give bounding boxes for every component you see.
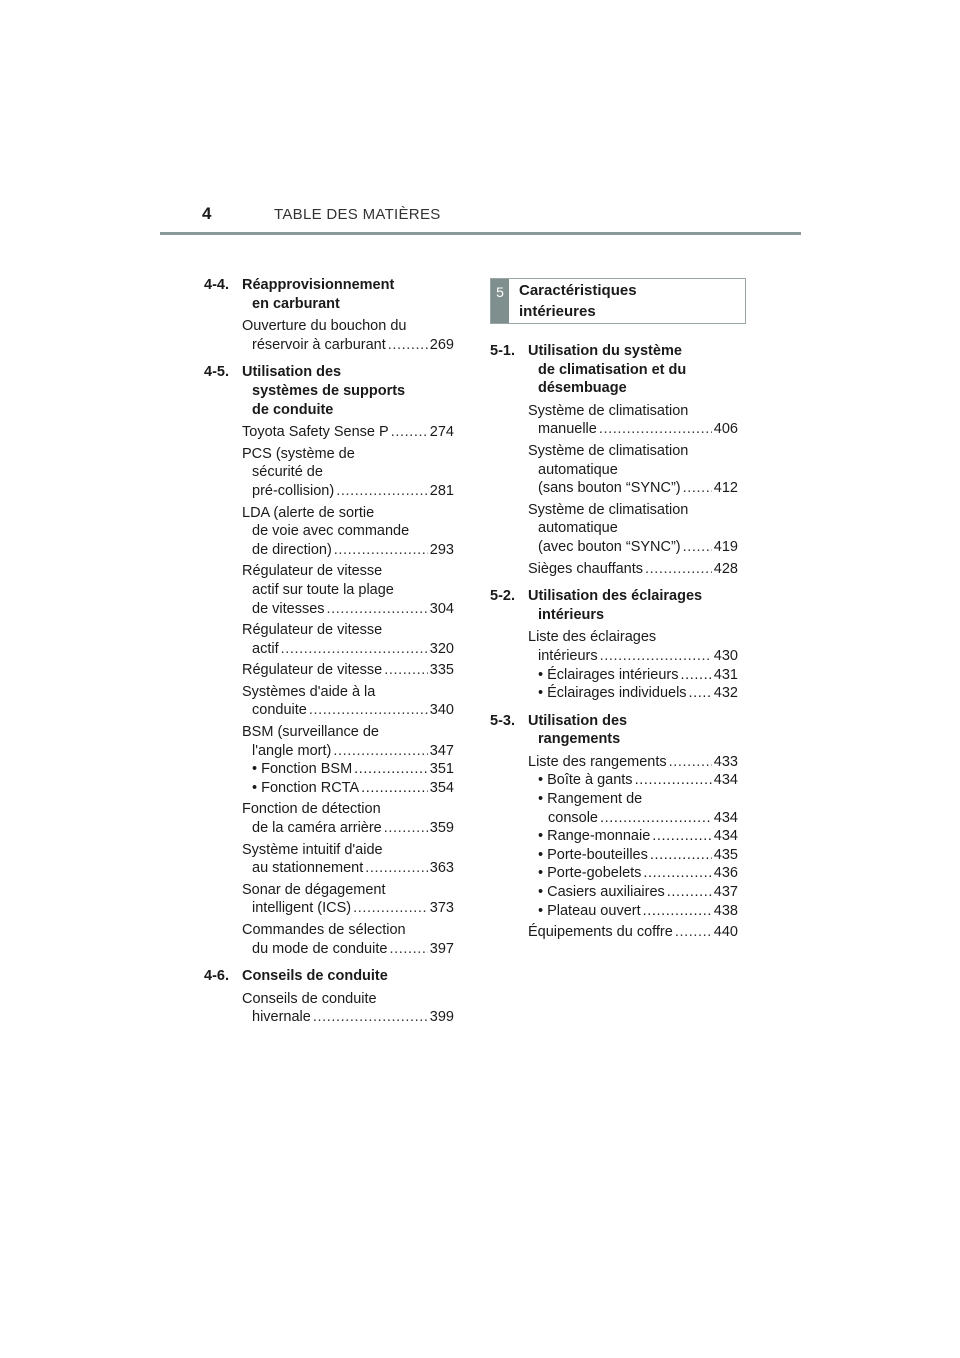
page-ref: 320 bbox=[429, 640, 454, 657]
section-title-line: en carburant bbox=[252, 295, 340, 312]
entry-line: conduite bbox=[252, 702, 307, 719]
entry-last-line bbox=[528, 560, 738, 579]
toc-entry[interactable] bbox=[242, 661, 454, 680]
entry-last-line bbox=[242, 819, 454, 838]
dot-leader bbox=[650, 846, 712, 865]
subentry-text: • Porte-gobelets bbox=[538, 865, 642, 882]
entry-line: LDA (alerte de sortie bbox=[242, 504, 375, 521]
entry-line: réservoir à carburant bbox=[252, 336, 386, 353]
section-title-line: Utilisation des éclairages bbox=[528, 588, 703, 605]
toc-entry[interactable] bbox=[242, 800, 454, 837]
page-ref: 436 bbox=[713, 865, 738, 882]
subentry-text: console bbox=[548, 809, 598, 826]
entry-line: de vitesses bbox=[252, 600, 325, 617]
toc-subentry[interactable] bbox=[528, 883, 738, 902]
dot-leader bbox=[667, 883, 712, 902]
section-title-line: Utilisation des bbox=[528, 712, 628, 729]
toc-subentry[interactable] bbox=[242, 760, 454, 779]
dot-leader bbox=[675, 923, 712, 942]
entry-line: Fonction de détection bbox=[242, 801, 381, 818]
entry-last-line bbox=[528, 647, 738, 666]
entry-last-line bbox=[242, 940, 454, 959]
toc-entry[interactable] bbox=[242, 990, 454, 1027]
page-ref: 340 bbox=[429, 702, 454, 719]
section-title-line: systèmes de supports bbox=[252, 382, 406, 399]
page-ref: 435 bbox=[713, 846, 738, 863]
subentry-text: • Casiers auxiliaires bbox=[538, 884, 665, 901]
toc-entry[interactable] bbox=[528, 402, 738, 439]
dot-leader bbox=[354, 760, 428, 779]
toc-section bbox=[490, 712, 738, 749]
page-ref: 430 bbox=[713, 647, 738, 664]
entry-line: Liste des rangements bbox=[528, 753, 667, 770]
entry-line: actif sur toute la plage bbox=[252, 581, 394, 598]
entry-line: pré-collision) bbox=[252, 482, 335, 499]
dot-leader bbox=[599, 420, 712, 439]
dot-leader bbox=[643, 902, 712, 921]
dot-leader bbox=[389, 940, 427, 959]
toc-subentry[interactable] bbox=[528, 902, 738, 921]
entry-line: manuelle bbox=[538, 421, 597, 438]
page-ref: 438 bbox=[713, 902, 738, 919]
toc-entry[interactable] bbox=[242, 881, 454, 918]
dot-leader bbox=[384, 661, 428, 680]
entry-last-line bbox=[528, 479, 738, 498]
entry-line: Liste des éclairages bbox=[528, 629, 657, 646]
section-title-line: rangements bbox=[538, 731, 621, 748]
page-ref: 335 bbox=[429, 662, 454, 679]
dot-leader bbox=[313, 1008, 428, 1027]
entry-line: hivernale bbox=[252, 1009, 311, 1026]
entry-last-line bbox=[242, 661, 454, 680]
toc-entry[interactable] bbox=[242, 562, 454, 618]
entry-line: actif bbox=[252, 640, 279, 657]
page-title: TABLE DES MATIÈRES bbox=[274, 206, 441, 223]
section-title bbox=[242, 363, 454, 419]
entry-line: Ouverture du bouchon du bbox=[242, 318, 407, 335]
toc-subentry[interactable] bbox=[528, 684, 738, 703]
dot-leader bbox=[353, 899, 428, 918]
entry-last-line bbox=[242, 1008, 454, 1027]
entry-line: (avec bouton “SYNC”) bbox=[538, 538, 681, 555]
page-ref: 406 bbox=[713, 421, 738, 438]
section-gap bbox=[204, 1030, 454, 1036]
section-gap bbox=[490, 945, 738, 951]
entry-line: Système de climatisation bbox=[528, 501, 689, 518]
section-title-line: Utilisation des bbox=[242, 364, 342, 381]
section-number: 5-1. bbox=[490, 343, 515, 359]
dot-leader bbox=[365, 859, 428, 878]
toc-entry[interactable] bbox=[242, 683, 454, 720]
entry-last-line bbox=[242, 859, 454, 878]
subentry-text: • Rangement de bbox=[538, 791, 643, 808]
entry-last-line bbox=[242, 600, 454, 619]
page-ref: 399 bbox=[429, 1009, 454, 1026]
section-title bbox=[242, 276, 454, 313]
toc-entry[interactable] bbox=[528, 923, 738, 942]
toc-subentry[interactable] bbox=[528, 864, 738, 883]
entry-line: Régulateur de vitesse bbox=[242, 662, 383, 679]
entry-line: Systèmes d'aide à la bbox=[242, 683, 376, 700]
subentry-text: • Plateau ouvert bbox=[538, 902, 641, 919]
page-ref: 433 bbox=[713, 753, 738, 770]
entry-line: Système de climatisation bbox=[528, 402, 689, 419]
page-ref: 434 bbox=[713, 809, 738, 826]
toc-entry[interactable] bbox=[242, 423, 454, 442]
subentry-text: • Boîte à gants bbox=[538, 772, 633, 789]
dot-leader bbox=[281, 640, 428, 659]
chapter-title bbox=[519, 280, 637, 322]
page-ref: 304 bbox=[429, 600, 454, 617]
toc-entry[interactable] bbox=[528, 442, 738, 498]
toc-entry[interactable] bbox=[528, 753, 738, 920]
dot-leader bbox=[327, 600, 428, 619]
toc-entry[interactable] bbox=[242, 317, 454, 354]
page-ref: 373 bbox=[429, 900, 454, 917]
dot-leader bbox=[334, 541, 428, 560]
entry-last-line bbox=[528, 420, 738, 439]
toc-entry[interactable] bbox=[242, 723, 454, 797]
page-ref: 354 bbox=[429, 779, 454, 796]
section-title-line: de climatisation et du bbox=[538, 361, 687, 378]
entry-last-line bbox=[528, 538, 738, 557]
toc-entry[interactable] bbox=[528, 628, 738, 702]
section-title-line: Utilisation du système bbox=[528, 343, 682, 359]
dot-leader bbox=[336, 482, 428, 501]
section-title-line: de conduite bbox=[252, 401, 334, 418]
toc-section bbox=[490, 587, 738, 624]
chapter-box bbox=[490, 278, 746, 324]
page-ref: 431 bbox=[713, 666, 738, 683]
header-rule bbox=[160, 232, 801, 235]
toc-subentry[interactable] bbox=[528, 846, 738, 865]
section-title bbox=[528, 712, 738, 749]
page-number: 4 bbox=[202, 204, 212, 223]
dot-leader bbox=[600, 809, 712, 828]
subentry-text: • Range-monnaie bbox=[538, 828, 651, 845]
section-number: 4-4. bbox=[204, 277, 229, 293]
toc-section bbox=[204, 967, 454, 986]
entry-line: au stationnement bbox=[252, 860, 364, 877]
entry-line: Régulateur de vitesse bbox=[242, 563, 383, 580]
page-ref: 434 bbox=[713, 772, 738, 789]
toc-subentry[interactable] bbox=[528, 666, 738, 685]
toc-entry[interactable] bbox=[528, 560, 738, 579]
section-title bbox=[242, 967, 454, 986]
dot-leader bbox=[643, 864, 711, 883]
subentry-text: • Fonction RCTA bbox=[252, 779, 360, 796]
page-ref: 281 bbox=[429, 482, 454, 499]
entry-last-line bbox=[242, 336, 454, 355]
section-number: 5-3. bbox=[490, 712, 515, 729]
entry-line: Système intuitif d'aide bbox=[242, 841, 383, 858]
toc-section bbox=[490, 342, 738, 398]
dot-leader bbox=[680, 666, 711, 685]
toc-entry[interactable] bbox=[528, 501, 738, 557]
section-number: 4-6. bbox=[204, 968, 229, 985]
toc-subentry[interactable] bbox=[242, 779, 454, 798]
page-ref: 437 bbox=[713, 884, 738, 901]
toc-subentry[interactable] bbox=[528, 790, 738, 809]
entry-line: intelligent (ICS) bbox=[252, 900, 352, 917]
page-ref: 274 bbox=[429, 424, 454, 441]
page-ref: 434 bbox=[713, 828, 738, 845]
entry-last-line bbox=[242, 742, 454, 761]
toc-column-right bbox=[490, 342, 738, 951]
subentry-text: • Porte-bouteilles bbox=[538, 846, 648, 863]
chapter-number: 5 bbox=[496, 284, 504, 300]
toc-subentry[interactable] bbox=[528, 771, 738, 790]
page-ref: 432 bbox=[713, 685, 738, 702]
subentry-text: • Éclairages intérieurs bbox=[538, 666, 679, 683]
subentry-text: • Fonction BSM bbox=[252, 761, 353, 778]
page-header bbox=[160, 204, 800, 234]
entry-line: Commandes de sélection bbox=[242, 922, 406, 938]
dot-leader bbox=[309, 701, 428, 720]
toc-column-left bbox=[204, 276, 454, 1036]
chapter-title-line: intérieures bbox=[519, 303, 596, 320]
chapter-tab bbox=[491, 279, 509, 323]
page-ref: 351 bbox=[429, 761, 454, 778]
entry-line: Régulateur de vitesse bbox=[242, 622, 383, 639]
entry-line: Sièges chauffants bbox=[528, 560, 644, 577]
section-title bbox=[528, 587, 738, 624]
entry-line: de direction) bbox=[252, 541, 332, 558]
section-number: 5-2. bbox=[490, 588, 515, 605]
section-title-line: Conseils de conduite bbox=[242, 968, 388, 985]
toc-subentry[interactable] bbox=[528, 827, 738, 846]
dot-leader bbox=[683, 538, 712, 557]
page-ref: 397 bbox=[429, 940, 454, 957]
toc-section bbox=[204, 276, 454, 313]
toc-entry[interactable] bbox=[242, 921, 454, 958]
entry-line: Sonar de dégagement bbox=[242, 881, 386, 898]
entry-line: l'angle mort) bbox=[252, 742, 332, 759]
toc-entry[interactable] bbox=[242, 841, 454, 878]
entry-line: automatique bbox=[538, 461, 618, 478]
toc-subentry[interactable] bbox=[528, 809, 738, 828]
section-title-line: Réapprovisionnement bbox=[242, 277, 395, 293]
dot-leader bbox=[333, 742, 427, 761]
toc-entry[interactable] bbox=[242, 445, 454, 501]
dot-leader bbox=[652, 827, 712, 846]
page-ref: 359 bbox=[429, 820, 454, 837]
entry-line: Conseils de conduite bbox=[242, 990, 377, 1007]
section-title-line: désembuage bbox=[538, 380, 627, 397]
entry-last-line bbox=[242, 899, 454, 918]
entry-line: Toyota Safety Sense P bbox=[242, 424, 389, 441]
entry-line: intérieurs bbox=[538, 647, 598, 664]
entry-line: sécurité de bbox=[252, 464, 323, 481]
dot-leader bbox=[669, 753, 712, 772]
dot-leader bbox=[645, 560, 712, 579]
page-ref: 440 bbox=[713, 924, 738, 941]
dot-leader bbox=[683, 479, 712, 498]
entry-line: de voie avec commande bbox=[252, 523, 410, 540]
page-ref: 293 bbox=[429, 541, 454, 558]
toc-section bbox=[204, 363, 454, 419]
page-ref: 269 bbox=[429, 336, 454, 353]
entry-last-line bbox=[242, 640, 454, 659]
entry-line: Système de climatisation bbox=[528, 442, 689, 459]
dot-leader bbox=[361, 779, 428, 798]
entry-line: BSM (surveillance de bbox=[242, 724, 379, 741]
page-ref: 363 bbox=[429, 860, 454, 877]
page-ref: 428 bbox=[713, 560, 738, 577]
dot-leader bbox=[600, 647, 712, 666]
dot-leader bbox=[689, 684, 712, 703]
toc-entry[interactable] bbox=[242, 621, 454, 658]
subentry-text: • Éclairages individuels bbox=[538, 685, 687, 702]
section-number: 4-5. bbox=[204, 364, 229, 381]
entry-last-line bbox=[242, 701, 454, 720]
page-ref: 347 bbox=[429, 742, 454, 759]
dot-leader bbox=[391, 423, 428, 442]
dot-leader bbox=[635, 771, 712, 790]
entry-line: Équipements du coffre bbox=[528, 924, 673, 941]
chapter-title-line: Caractéristiques bbox=[519, 282, 637, 299]
dot-leader bbox=[388, 336, 428, 355]
entry-line: du mode de conduite bbox=[252, 940, 388, 957]
entry-line: PCS (système de bbox=[242, 445, 355, 462]
section-title bbox=[528, 342, 738, 398]
entry-last-line bbox=[528, 753, 738, 772]
section-title-line: intérieurs bbox=[538, 606, 605, 623]
entry-line: de la caméra arrière bbox=[252, 820, 382, 837]
toc-entry[interactable] bbox=[242, 504, 454, 560]
page-ref: 419 bbox=[713, 538, 738, 555]
entry-last-line bbox=[242, 541, 454, 560]
entry-line: (sans bouton “SYNC”) bbox=[538, 480, 681, 497]
entry-line: automatique bbox=[538, 520, 618, 537]
entry-last-line bbox=[242, 482, 454, 501]
dot-leader bbox=[384, 819, 428, 838]
entry-last-line bbox=[242, 423, 454, 442]
page-ref: 412 bbox=[713, 480, 738, 497]
entry-last-line bbox=[528, 923, 738, 942]
